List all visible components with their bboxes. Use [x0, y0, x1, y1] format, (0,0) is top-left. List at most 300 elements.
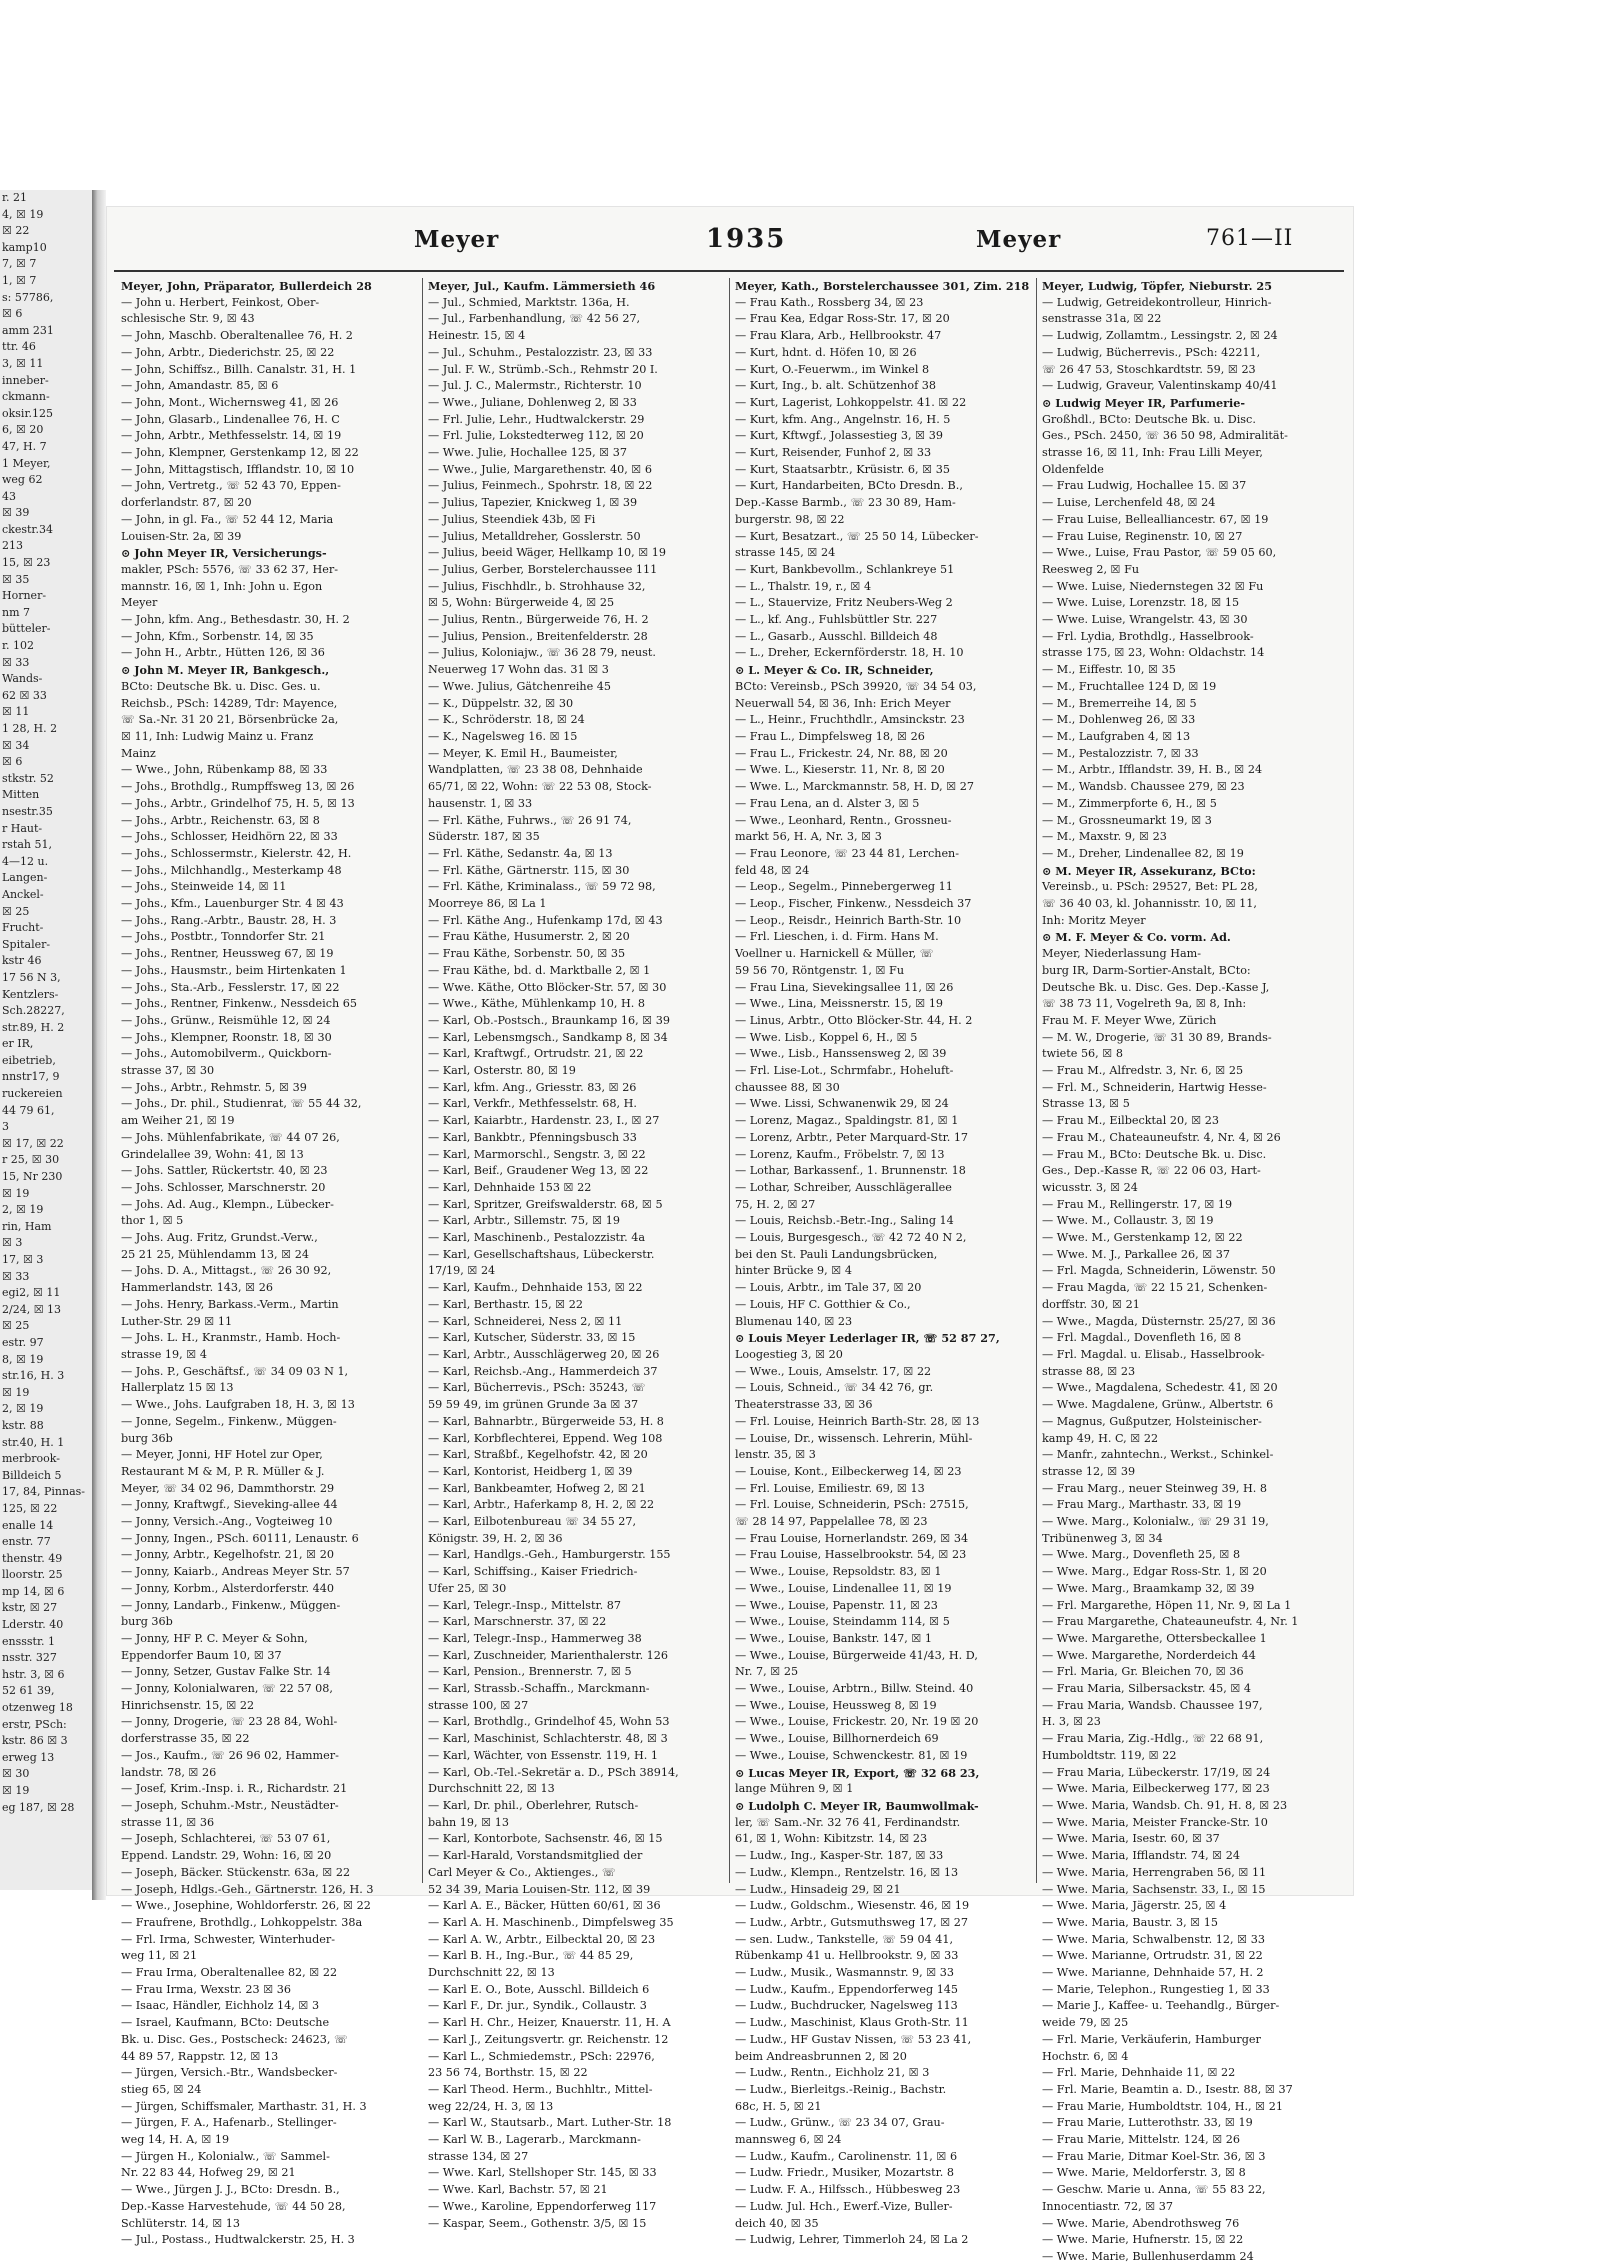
left-page-line: kstr. 88	[2, 1418, 44, 1432]
directory-entry: — John H., Arbtr., Hütten 126, ☒ 36	[121, 646, 325, 660]
directory-entry: — Wwe., Lisb., Hanssensweg 2, ☒ 39	[735, 1047, 947, 1061]
directory-entry: dorffstr. 30, ☒ 21	[1042, 1297, 1140, 1311]
directory-entry: — Karl, Strassb.-Schaffn., Marckmann-	[428, 1682, 650, 1696]
left-page-line: ☒ 17, ☒ 22	[2, 1136, 64, 1150]
directory-entry: — Karl H. Chr., Heizer, Knauerstr. 11, H. A	[428, 2016, 671, 2030]
directory-entry: — Fraufrene, Brothdlg., Lohkoppelstr. 38a	[121, 1915, 363, 1929]
left-page-line: 17, ☒ 3	[2, 1253, 44, 1266]
directory-entry: — L., Stauervize, Fritz Neubers-Weg 2	[735, 596, 953, 610]
directory-entry: — Ludw., Ing., Kasper-Str. 187, ☒ 33	[735, 1849, 944, 1863]
directory-entry: ☏ 36 40 03, kl. Johannisstr. 10, ☒ 11,	[1042, 897, 1257, 911]
directory-entry: — Frau M., Alfredstr. 3, Nr. 6, ☒ 25	[1042, 1064, 1244, 1078]
directory-entry: — Frau Maria, Wandsb. Chaussee 197,	[1042, 1698, 1263, 1712]
directory-entry: — Jürgen, F. A., Hafenarb., Stellinger-	[121, 2116, 337, 2130]
directory-entry: — Frl. Käthe, Gärtnerstr. 115, ☒ 30	[428, 863, 630, 877]
directory-entry: — Wwe. Maria, Isestr. 60, ☒ 37	[1042, 1832, 1220, 1846]
left-page-line: 17 56 N 3,	[2, 970, 61, 984]
directory-entry: — K., Schröderstr. 18, ☒ 24	[428, 713, 585, 727]
directory-entry: — Wwe. Marianne, Dehnhaide 57, H. 2	[1042, 1966, 1264, 1980]
directory-entry: ⊙ M. Meyer IR, Assekuranz, BCto:	[1042, 863, 1256, 878]
header-right-surname: Meyer	[976, 226, 1062, 253]
directory-entry: — Frl. Julie, Lehr., Hudtwalckerstr. 29	[428, 412, 645, 426]
directory-entry: hausenstr. 1, ☒ 33	[428, 796, 533, 810]
directory-entry: Voellner u. Harnickell & Müller, ☏	[735, 947, 934, 961]
directory-entry: — Wwe., Louise, Schwenckestr. 81, ☒ 19	[735, 1748, 968, 1762]
directory-entry: — Louis, Burgesgesch., ☏ 42 72 40 N 2,	[735, 1231, 967, 1245]
directory-entry: — Frl. Louise, Emiliestr. 69, ☒ 13	[735, 1481, 925, 1495]
left-page-line: ☒ 19	[2, 1385, 30, 1399]
directory-entry: — Meyer, Jonni, HF Hotel zur Oper,	[121, 1448, 323, 1462]
directory-entry: chaussee 88, ☒ 30	[735, 1080, 840, 1094]
directory-entry: — Frl. Magdal., Dovenfleth 16, ☒ 8	[1042, 1331, 1242, 1345]
directory-entry: — Frl. Käthe, Sedanstr. 4a, ☒ 13	[428, 846, 613, 860]
directory-entry: 61, ☒ 1, Wohn: Kibitzstr. 14, ☒ 23	[735, 1832, 928, 1846]
left-page-line: Spitaler-	[2, 937, 51, 951]
left-page-line: mp 14, ☒ 6	[2, 1584, 65, 1598]
directory-entry: — M., Bremerreihe 14, ☒ 5	[1042, 696, 1197, 710]
directory-entry: — Julius, Koloniajw., ☏ 36 28 79, neust.	[428, 646, 656, 660]
left-page-line: 2, ☒ 19	[2, 1402, 44, 1416]
left-page-line: Horner-	[2, 589, 47, 603]
directory-entry: — Wwe. Margarethe, Ottersbeckallee 1	[1042, 1631, 1267, 1645]
directory-entry: — Kurt, Kftwgf., Jolassestieg 3, ☒ 39	[735, 429, 943, 443]
directory-entry: — Karl W. B., Lagerarb., Marckmann-	[428, 2133, 641, 2147]
left-page-line: 125, ☒ 22	[2, 1501, 58, 1515]
directory-entry: — Manfr., zahntechn., Werkst., Schinkel-	[1042, 1448, 1274, 1462]
directory-entry: — Wwe. Marg., Braamkamp 32, ☒ 39	[1042, 1581, 1255, 1595]
directory-entry: — Karl, Lebensmgsch., Sandkamp 8, ☒ 34	[428, 1030, 668, 1044]
directory-entry: — Jul., Farbenhandlung, ☏ 42 56 27,	[428, 312, 641, 326]
directory-entry: weg 14, H. A, ☒ 19	[121, 2133, 230, 2147]
directory-entry: — L., Gasarb., Ausschl. Billdeich 48	[735, 629, 938, 643]
directory-entry: — Karl W., Stautsarb., Mart. Luther-Str. 18	[428, 2116, 672, 2130]
directory-entry: — Louise, Dr., wissensch. Lehrerin, Mühl-	[735, 1431, 973, 1445]
directory-entry: — Karl A. H. Maschinenb., Dimpfelsweg 35	[428, 1915, 674, 1929]
left-page-line: enstr. 77	[2, 1535, 51, 1549]
directory-entry: — Karl, Bankbeamter, Hofweg 2, ☒ 21	[428, 1481, 646, 1495]
left-page-line: enssstr. 1	[2, 1634, 55, 1648]
directory-entry: — Marie J., Kaffee- u. Teehandlg., Bürger-	[1042, 1999, 1280, 2013]
directory-entry: — Ludwig, Lehrer, Timmerloh 24, ☒ La 2	[735, 2233, 969, 2247]
directory-entry: ☏ 26 47 53, Stoschkardtstr. 59, ☒ 23	[1042, 362, 1256, 376]
directory-entry: Dep.-Kasse Barmb., ☏ 23 30 89, Ham-	[735, 496, 956, 510]
directory-entry: feld 48, ☒ 24	[735, 863, 810, 877]
directory-entry: schlesische Str. 9, ☒ 43	[121, 312, 255, 326]
directory-entry: — Johs., Postbtr., Tonndorfer Str. 21	[121, 930, 326, 944]
directory-entry: Nr. 22 83 44, Hofweg 29, ☒ 21	[121, 2166, 296, 2180]
directory-entry: — Ludw., Grünw., ☏ 23 34 07, Grau-	[735, 2116, 945, 2130]
left-page-line: egi2, ☒ 11	[2, 1286, 61, 1300]
directory-entry: — John, Mittagstisch, Ifflandstr. 10, ☒ 10	[121, 462, 355, 476]
directory-entry: Eppend. Landstr. 29, Wohn: 16, ☒ 20	[121, 1849, 332, 1863]
directory-entry: — Johs., Klempner, Roonstr. 18, ☒ 30	[121, 1030, 332, 1044]
left-page-line: 2/24, ☒ 13	[2, 1302, 62, 1316]
directory-entry: — Ludw., Musik., Wasmannstr. 9, ☒ 33	[735, 1966, 955, 1980]
directory-entry: — Karl, Reichsb.-Ang., Hammerdeich 37	[428, 1364, 658, 1378]
directory-entry: — Karl, Zuschneider, Marienthalerstr. 126	[428, 1648, 669, 1662]
directory-entry: — Julius, Feinmech., Spohrstr. 18, ☒ 22	[428, 479, 653, 493]
directory-entry: — Jonne, Segelm., Finkenw., Müggen-	[121, 1414, 337, 1428]
left-page-line: ttr. 46	[2, 340, 36, 354]
directory-entry: Reichsb., PSch: 14289, Tdr: Mayence,	[121, 696, 338, 710]
directory-entry: — Karl, Ob.-Tel.-Sekretär a. D., PSch 38914,	[428, 1765, 679, 1779]
directory-entry: strasse 175, ☒ 23, Wohn: Oldachstr. 14	[1042, 646, 1265, 660]
left-page-line: hstr. 3, ☒ 6	[2, 1667, 65, 1681]
left-page-line: 15, Nr 230	[2, 1170, 63, 1184]
directory-entry: — Frau Marie, Ditmar Koel-Str. 36, ☒ 3	[1042, 2149, 1266, 2163]
directory-entry: — Wwe. Maria, Meister Francke-Str. 10	[1042, 1815, 1268, 1829]
directory-entry: — Wwe., Julie, Margarethenstr. 40, ☒ 6	[428, 462, 653, 476]
directory-entry: — Lorenz, Arbtr., Peter Marquard-Str. 17	[735, 1130, 969, 1144]
directory-entry: — Frl. Lieschen, i. d. Firm. Hans M.	[735, 930, 939, 944]
directory-entry: bei den St. Pauli Landungsbrücken,	[735, 1247, 938, 1261]
directory-entry: — Wwe. Julie, Hochallee 125, ☒ 37	[428, 446, 628, 460]
directory-entry: Durchschnitt 22, ☒ 13	[428, 1782, 555, 1796]
directory-entry: Königstr. 39, H. 2, ☒ 36	[428, 1531, 563, 1545]
left-page-line: kstr. 86 ☒ 3	[2, 1734, 68, 1748]
directory-entry: — Karl, Dr. phil., Oberlehrer, Rutsch-	[428, 1798, 639, 1812]
directory-entry: — Ludw., Arbtr., Gutsmuthsweg 17, ☒ 27	[735, 1915, 969, 1929]
directory-entry: deich 40, ☒ 35	[735, 2216, 819, 2230]
directory-entry: — Linus, Arbtr., Otto Blöcker-Str. 44, H. 2	[735, 1013, 973, 1027]
left-page-line: estr. 97	[2, 1335, 44, 1349]
directory-entry: kamp 49, H. C, ☒ 22	[1042, 1431, 1159, 1445]
directory-entry: — John, Schiffsz., Billh. Canalstr. 31, H. 1	[121, 362, 357, 376]
left-page-line: Wands-	[2, 672, 43, 686]
directory-entry: — Wwe., Karoline, Eppendorferweg 117	[428, 2199, 657, 2213]
directory-entry: — John, Glasarb., Lindenallee 76, H. C	[121, 412, 340, 426]
directory-entry: — Louis, Reichsb.-Betr.-Ing., Saling 14	[735, 1214, 954, 1228]
directory-entry: — Karl, Beif., Graudener Weg 13, ☒ 22	[428, 1164, 649, 1178]
left-page-line: 1, ☒ 7	[2, 273, 37, 287]
directory-entry: 59 56 70, Röntgenstr. 1, ☒ Fu	[735, 963, 905, 977]
directory-entry: — Jonny, Ingen., PSch. 60111, Lenaustr. 6	[121, 1531, 359, 1545]
left-page-line: rin, Ham	[2, 1219, 52, 1233]
directory-entry: — Ludw., Hinsadeig 29, ☒ 21	[735, 1882, 901, 1896]
directory-entry: strasse 100, ☒ 27	[428, 1698, 529, 1712]
left-page-line: ☒ 33	[2, 1269, 30, 1283]
directory-entry: — Frau Lina, Sievekingsallee 11, ☒ 26	[735, 980, 954, 994]
directory-entry: — M., Maxstr. 9, ☒ 23	[1042, 830, 1167, 844]
left-page-line: s: 57786,	[2, 290, 54, 304]
directory-entry: — Wwe., Jürgen J. J., BCto: Dresdn. B.,	[121, 2183, 340, 2197]
directory-entry: — Frau Louise, Hasselbrookstr. 54, ☒ 23	[735, 1548, 967, 1562]
directory-entry: — Karl, Arbtr., Ausschlägerweg 20, ☒ 26	[428, 1348, 660, 1361]
directory-entry: — Wwe. Lissi, Schwanenwik 29, ☒ 24	[735, 1097, 949, 1111]
directory-entry: Hochstr. 6, ☒ 4	[1042, 2049, 1129, 2063]
directory-entry: — Wwe., John, Rübenkamp 88, ☒ 33	[121, 763, 328, 777]
directory-entry: — Karl, Telegr.-Insp., Hammerweg 38	[428, 1631, 642, 1645]
directory-entry: — Johs., Steinweide 14, ☒ 11	[121, 880, 287, 894]
book-gutter	[92, 190, 106, 1900]
directory-entry: Carl Meyer & Co., Aktienges., ☏	[428, 1865, 616, 1879]
directory-entry: Meyer, Jul., Kaufm. Lämmersieth 46	[428, 279, 656, 293]
left-page-fragment	[0, 190, 100, 1890]
directory-entry: — Karl A. E., Bäcker, Hütten 60/61, ☒ 36	[428, 1899, 661, 1913]
directory-entry: — Johs. Henry, Barkass.-Verm., Martin	[121, 1297, 339, 1311]
directory-entry: — Frl. Magdal. u. Elisab., Hasselbrook-	[1042, 1348, 1265, 1361]
directory-entry: — Frau Maria, Zig.-Hdlg., ☏ 22 68 91,	[1042, 1732, 1264, 1746]
directory-entry: thor 1, ☒ 5	[121, 1214, 184, 1228]
left-page-line: erstr, PSch:	[2, 1717, 67, 1731]
directory-entry: — Wwe. L., Kieserstr. 11, Nr. 8, ☒ 20	[735, 763, 945, 777]
directory-entry: — Frau Marg., neuer Steinweg 39, H. 8	[1042, 1481, 1267, 1495]
left-page-line: rstah 51,	[2, 838, 52, 852]
directory-entry: — Jonny, Landarb., Finkenw., Müggen-	[121, 1598, 341, 1612]
directory-entry: — Ludw. Jul. Hch., Ewerf.-Vize, Buller-	[735, 2199, 953, 2213]
directory-entry: Süderstr. 187, ☒ 35	[428, 830, 540, 844]
directory-entry: — Frau Leonore, ☏ 23 44 81, Lerchen-	[735, 846, 960, 860]
directory-entry: — sen. Ludw., Tankstelle, ☏ 59 04 41,	[735, 1932, 954, 1946]
directory-entry: — L., Dreher, Eckernförderstr. 18, H. 10	[735, 646, 964, 660]
directory-entry: ☏ Sa.-Nr. 31 20 21, Börsenbrücke 2a,	[121, 713, 339, 727]
directory-entry: — Geschw. Marie u. Anna, ☏ 55 83 22,	[1042, 2183, 1266, 2197]
directory-entry: Schlüterstr. 14, ☒ 13	[121, 2216, 241, 2230]
directory-entry: — Jürgen, Versich.-Btr., Wandsbecker-	[121, 2066, 338, 2080]
directory-entry: — M., Grossneumarkt 19, ☒ 3	[1042, 813, 1212, 827]
directory-entry: strasse 12, ☒ 39	[1042, 1464, 1136, 1478]
directory-entry: — Jonny, Arbtr., Kegelhofstr. 21, ☒ 20	[121, 1548, 334, 1562]
left-page-line: enalle 14	[2, 1518, 54, 1532]
left-page-line: Mitten	[2, 788, 40, 802]
directory-entry: — Frau Lena, an d. Alster 3, ☒ 5	[735, 796, 920, 810]
directory-entry: — Wwe., Louise, Billhornerdeich 69	[735, 1732, 939, 1746]
directory-entry: — Johs. Sattler, Rückertstr. 40, ☒ 23	[121, 1164, 328, 1178]
directory-entry: — Jonny, HF P. C. Meyer & Sohn,	[121, 1631, 308, 1645]
directory-entry: — Karl B. H., Ing.-Bur., ☏ 44 85 29,	[428, 1949, 634, 1963]
left-page-line: ☒ 39	[2, 506, 30, 520]
left-page-line: 8, ☒ 19	[2, 1352, 44, 1366]
directory-entry: — Wwe., Louise, Bankstr. 147, ☒ 1	[735, 1631, 933, 1645]
directory-entry: — John, in gl. Fa., ☏ 52 44 12, Maria	[121, 512, 334, 526]
directory-entry: — Karl, Berthastr. 15, ☒ 22	[428, 1297, 584, 1311]
directory-entry: 23 56 74, Borthstr. 15, ☒ 22	[428, 2066, 588, 2080]
directory-entry: — M., Wandsb. Chaussee 279, ☒ 23	[1042, 780, 1245, 794]
directory-entry: — John, Klempner, Gerstenkamp 12, ☒ 22	[121, 446, 359, 460]
directory-entry: — Karl, Kutscher, Süderstr. 33, ☒ 15	[428, 1331, 636, 1345]
directory-entry: — Karl E. O., Bote, Ausschl. Billdeich 6	[428, 1982, 650, 1996]
directory-entry: — Wwe., Louise, Steindamm 114, ☒ 5	[735, 1615, 950, 1629]
left-page-line: bütteler-	[2, 622, 51, 636]
directory-entry: BCto: Deutsche Bk. u. Disc. Ges. u.	[121, 679, 321, 693]
directory-entry: bahn 19, ☒ 13	[428, 1815, 509, 1829]
directory-entry: — Jonny, Versich.-Ang., Vogteiweg 10	[121, 1515, 333, 1529]
left-page-line: weg 62	[2, 473, 43, 487]
left-page-line: str.16, H. 3	[2, 1369, 65, 1383]
directory-entry: Blumenau 140, ☒ 23	[735, 1314, 853, 1328]
left-page-line: nm 7	[2, 605, 31, 619]
left-page-line: str.40, H. 1	[2, 1435, 65, 1449]
directory-entry: twiete 56, ☒ 8	[1042, 1047, 1123, 1061]
directory-entry: — Frau Margarethe, Chateauneufstr. 4, Nr. 1	[1042, 1615, 1299, 1629]
directory-entry: ☏ 38 73 11, Vogelreth 9a, ☒ 8, Inh:	[1042, 997, 1247, 1011]
directory-entry: — Kurt, Handarbeiten, BCto Dresdn. B.,	[735, 479, 963, 493]
directory-entry: — Lothar, Barkassenf., 1. Brunnenstr. 18	[735, 1164, 966, 1178]
directory-entry: 25 21 25, Mühlendamm 13, ☒ 24	[121, 1247, 309, 1261]
directory-entry: — Frau Käthe, Sorbenstr. 50, ☒ 35	[428, 947, 626, 961]
directory-entry: — Kurt, Bankbevollm., Schlankreye 51	[735, 562, 955, 576]
left-page-line: ☒ 6	[2, 307, 23, 321]
directory-entry: — M., Fruchtallee 124 D, ☒ 19	[1042, 679, 1217, 693]
directory-entry: — Frau Marie, Lutterothstr. 33, ☒ 19	[1042, 2116, 1253, 2130]
directory-entry: Restaurant M & M, P. R. Müller & J.	[121, 1464, 325, 1478]
left-page-line: 1 28, H. 2	[2, 722, 58, 735]
left-page-line: ☒ 6	[2, 755, 23, 769]
directory-entry: — Johs., Automobilverm., Quickborn-	[121, 1047, 332, 1061]
directory-entry: — Wwe. Marg., Edgar Ross-Str. 1, ☒ 20	[1042, 1565, 1267, 1579]
left-page-line: ☒ 35	[2, 572, 30, 586]
directory-entry: — Frau Käthe, Husumerstr. 2, ☒ 20	[428, 930, 630, 944]
directory-entry: — John, Maschb. Oberaltenallee 76, H. 2	[121, 329, 353, 343]
directory-entry: — Karl, Arbtr., Haferkamp 8, H. 2, ☒ 22	[428, 1498, 655, 1512]
directory-entry: — Johs., Rang.-Arbtr., Baustr. 28, H. 3	[121, 913, 337, 927]
left-page-line: 44 79 61,	[2, 1103, 55, 1117]
directory-entry: — Wwe. M., Collaustr. 3, ☒ 19	[1042, 1214, 1214, 1228]
directory-entry: am Weiher 21, ☒ 19	[121, 1114, 235, 1128]
directory-entry: — Joseph, Schuhm.-Mstr., Neustädter-	[121, 1798, 339, 1812]
directory-entry: — Karl-Harald, Vorstandsmitglied der	[428, 1849, 643, 1863]
directory-entry: — Jonny, Drogerie, ☏ 23 28 84, Wohl-	[121, 1715, 338, 1729]
directory-entry: Ufer 25, ☒ 30	[428, 1581, 507, 1595]
left-page-line: nnstr17, 9	[2, 1070, 60, 1084]
directory-entry: — Frl. Marie, Beamtin a. D., Isestr. 88, ☒ 37	[1042, 2082, 1293, 2096]
directory-entry: ☏ 28 14 97, Pappelallee 78, ☒ 23	[735, 1515, 928, 1529]
directory-entry: — Jonny, Korbm., Alsterdorferstr. 440	[121, 1581, 334, 1595]
directory-entry: ⊙ M. F. Meyer & Co. vorm. Ad.	[1042, 930, 1231, 945]
directory-entry: — Isaac, Händler, Eichholz 14, ☒ 3	[121, 1999, 320, 2013]
directory-entry: — Julius, Metalldreher, Gosslerstr. 50	[428, 529, 641, 543]
left-page-line: 52 61 39,	[2, 1684, 55, 1698]
left-page-line: 2, ☒ 19	[2, 1203, 44, 1217]
directory-entry: — Lothar, Schreiber, Ausschlägerallee	[735, 1180, 952, 1194]
directory-entry: Tribünenweg 3, ☒ 34	[1042, 1531, 1163, 1545]
directory-entry: — Karl, kfm. Ang., Griesstr. 83, ☒ 26	[428, 1080, 637, 1094]
left-page-line: Lderstr. 40	[2, 1618, 64, 1632]
directory-entry: — Karl, Dehnhaide 153 ☒ 22	[428, 1180, 592, 1194]
directory-entry: — Wwe. Marie, Meldorferstr. 3, ☒ 8	[1042, 2166, 1246, 2180]
directory-entry: — Karl, Marschnerstr. 37, ☒ 22	[428, 1615, 607, 1629]
left-page-line: 1 Meyer,	[2, 456, 51, 470]
directory-entry: — Louis, Arbtr., im Tale 37, ☒ 20	[735, 1281, 922, 1295]
directory-entry: — Leop., Reisdr., Heinrich Barth-Str. 10	[735, 913, 962, 927]
directory-entry: — Wwe. Julius, Gätchenreihe 45	[428, 679, 612, 693]
directory-entry: — Wwe., Juliane, Dohlenweg 2, ☒ 33	[428, 395, 637, 409]
directory-entry: — M., Pestalozzistr. 7, ☒ 33	[1042, 746, 1199, 760]
directory-entry: — Karl, Bankbtr., Pfenningsbusch 33	[428, 1130, 637, 1144]
directory-entry: — Frau Kath., Rossberg 34, ☒ 23	[735, 295, 924, 309]
directory-entry: — M., Eiffestr. 10, ☒ 35	[1042, 663, 1176, 677]
directory-entry: markt 56, H. A, Nr. 3, ☒ 3	[735, 830, 882, 844]
directory-entry: 17/19, ☒ 24	[428, 1264, 496, 1278]
directory-entry: — Karl, Schiffsing., Kaiser Friedrich-	[428, 1565, 638, 1579]
directory-entry: Loogestieg 3, ☒ 20	[735, 1348, 843, 1361]
left-page-line: 3	[2, 1120, 9, 1134]
left-page-line: r Haut-	[2, 821, 43, 835]
directory-entry: Strasse 13, ☒ 5	[1042, 1097, 1130, 1111]
left-page-line: 47, H. 7	[2, 439, 47, 453]
directory-entry: — Jul., Schmied, Marktstr. 136a, H.	[428, 295, 630, 309]
directory-entry: — Joseph, Schlachterei, ☏ 53 07 61,	[121, 1832, 331, 1846]
directory-entry: — Karl, Handlgs.-Geh., Hamburgerstr. 155	[428, 1548, 671, 1562]
left-page-line: kstr 46	[2, 954, 42, 968]
left-page-line: 43	[2, 489, 16, 503]
directory-entry: — Frl. Irma, Schwester, Winterhuder-	[121, 1932, 335, 1946]
directory-entry: — Karl, Arbtr., Sillemstr. 75, ☒ 19	[428, 1214, 620, 1228]
directory-entry: Luther-Str. 29 ☒ 11	[121, 1314, 233, 1328]
directory-entry: — Kurt, Staatsarbtr., Krüsistr. 6, ☒ 35	[735, 462, 950, 476]
directory-entry: strasse 19, ☒ 4	[121, 1348, 207, 1361]
directory-entry: — Wwe., Louise, Arbtrn., Billw. Steind. 40	[735, 1682, 974, 1696]
directory-entry: — Wwe. Karl, Stellshoper Str. 145, ☒ 33	[428, 2166, 657, 2180]
directory-entry: mannsweg 6, ☒ 24	[735, 2133, 842, 2147]
left-page-line: ☒ 11	[2, 705, 30, 719]
left-page-line: Frucht-	[2, 921, 44, 935]
directory-entry: Meyer	[121, 596, 158, 610]
directory-entry: strasse 145, ☒ 24	[735, 546, 836, 560]
left-page-line: 7, ☒ 7	[2, 257, 37, 271]
directory-entry: — Kurt, Lagerist, Lohkoppelstr. 41. ☒ 22	[735, 395, 967, 409]
directory-entry: — Wwe. Marie, Hufnerstr. 15, ☒ 22	[1042, 2233, 1244, 2247]
directory-entry: — Wwe. Marianne, Ortrudstr. 31, ☒ 22	[1042, 1949, 1263, 1963]
directory-entry: — Wwe. Maria, Eilbeckerweg 177, ☒ 23	[1042, 1782, 1270, 1796]
directory-entry: — Johs., Schlosser, Heidhörn 22, ☒ 33	[121, 830, 338, 844]
directory-entry: — John, Arbtr., Methfesselstr. 14, ☒ 19	[121, 429, 342, 443]
directory-entry: — Kurt, hdnt. d. Höfen 10, ☒ 26	[735, 345, 917, 359]
directory-entry: H. 3, ☒ 23	[1042, 1715, 1101, 1729]
directory-columns	[116, 278, 1344, 2263]
directory-entry: Humboldtstr. 119, ☒ 22	[1042, 1748, 1177, 1762]
directory-entry: — Wwe. Maria, Herrengraben 56, ☒ 11	[1042, 1865, 1267, 1879]
directory-entry: BCto: Vereinsb., PSch 39920, ☏ 34 54 03,	[735, 679, 977, 693]
directory-entry: — Wwe. Luise, Niedernstegen 32 ☒ Fu	[1042, 579, 1264, 593]
directory-entry: strasse 37, ☒ 30	[121, 1064, 215, 1078]
directory-entry: — Karl, Marmorschl., Sengstr. 3, ☒ 22	[428, 1147, 646, 1161]
directory-entry: weg 11, ☒ 21	[121, 1949, 198, 1963]
directory-entry: — M., Laufgraben 4, ☒ 13	[1042, 729, 1191, 743]
header-year: 1935	[706, 224, 787, 254]
directory-entry: Meyer, Niederlassung Ham-	[1042, 947, 1202, 961]
directory-entry: — Joseph, Bäcker. Stückenstr. 63a, ☒ 22	[121, 1865, 351, 1879]
directory-entry: Oldenfelde	[1042, 462, 1104, 476]
directory-entry: — Jos., Kaufm., ☏ 26 96 02, Hammer-	[121, 1748, 339, 1762]
directory-entry: — Frau L., Dimpfelsweg 18, ☒ 26	[735, 729, 925, 743]
directory-entry: senstrasse 31a, ☒ 22	[1042, 312, 1162, 326]
directory-entry: ⊙ Ludolph C. Meyer IR, Baumwollmak-	[735, 1798, 979, 1813]
directory-entry: — Wwe., Louise, Heussweg 8, ☒ 19	[735, 1698, 937, 1712]
left-page-line: 15, ☒ 23	[2, 556, 51, 570]
directory-entry: — Wwe. M. J., Parkallee 26, ☒ 37	[1042, 1247, 1231, 1261]
directory-entry: — Karl L., Schmiedemstr., PSch: 22976,	[428, 2049, 655, 2063]
directory-entry: — M. W., Drogerie, ☏ 31 30 89, Brands-	[1042, 1030, 1272, 1044]
directory-entry: hinter Brücke 9, ☒ 4	[735, 1264, 852, 1278]
directory-entry: — Frl. Käthe Ang., Hufenkamp 17d, ☒ 43	[428, 913, 663, 927]
directory-entry: — Louis, Schneid., ☏ 34 42 76, gr.	[735, 1381, 934, 1395]
directory-entry: — Frau M., Eilbecktal 20, ☒ 23	[1042, 1114, 1220, 1128]
directory-entry: — Frl. Lise-Lot., Schrmfabr., Hoheluft-	[735, 1064, 954, 1078]
left-page-line: Langen-	[2, 871, 48, 885]
directory-entry: — K., Nagelsweg 16. ☒ 15	[428, 729, 578, 743]
directory-entry: — Wwe., Leonhard, Rentn., Grossneu-	[735, 813, 952, 827]
directory-entry: — Ludw., Klempn., Rentzelstr. 16, ☒ 13	[735, 1865, 959, 1879]
directory-entry: ⊙ Ludwig Meyer IR, Parfumerie-	[1042, 395, 1245, 410]
directory-entry: — Wwe. Marg., Dovenfleth 25, ☒ 8	[1042, 1548, 1241, 1562]
directory-entry: — Frau Louise, Hornerlandstr. 269, ☒ 34	[735, 1531, 969, 1545]
directory-entry: — Frau Maria, Silbersackstr. 45, ☒ 4	[1042, 1682, 1252, 1696]
directory-entry: — Wwe., Louise, Bürgerweide 41/43, H. D,	[735, 1648, 978, 1662]
directory-entry: — Johs., Kfm., Lauenburger Str. 4 ☒ 43	[121, 897, 344, 911]
directory-entry: — Jul., Schuhm., Pestalozzistr. 23, ☒ 33	[428, 345, 653, 359]
directory-entry: — Kurt, O.-Feuerwm., im Winkel 8	[735, 362, 930, 376]
